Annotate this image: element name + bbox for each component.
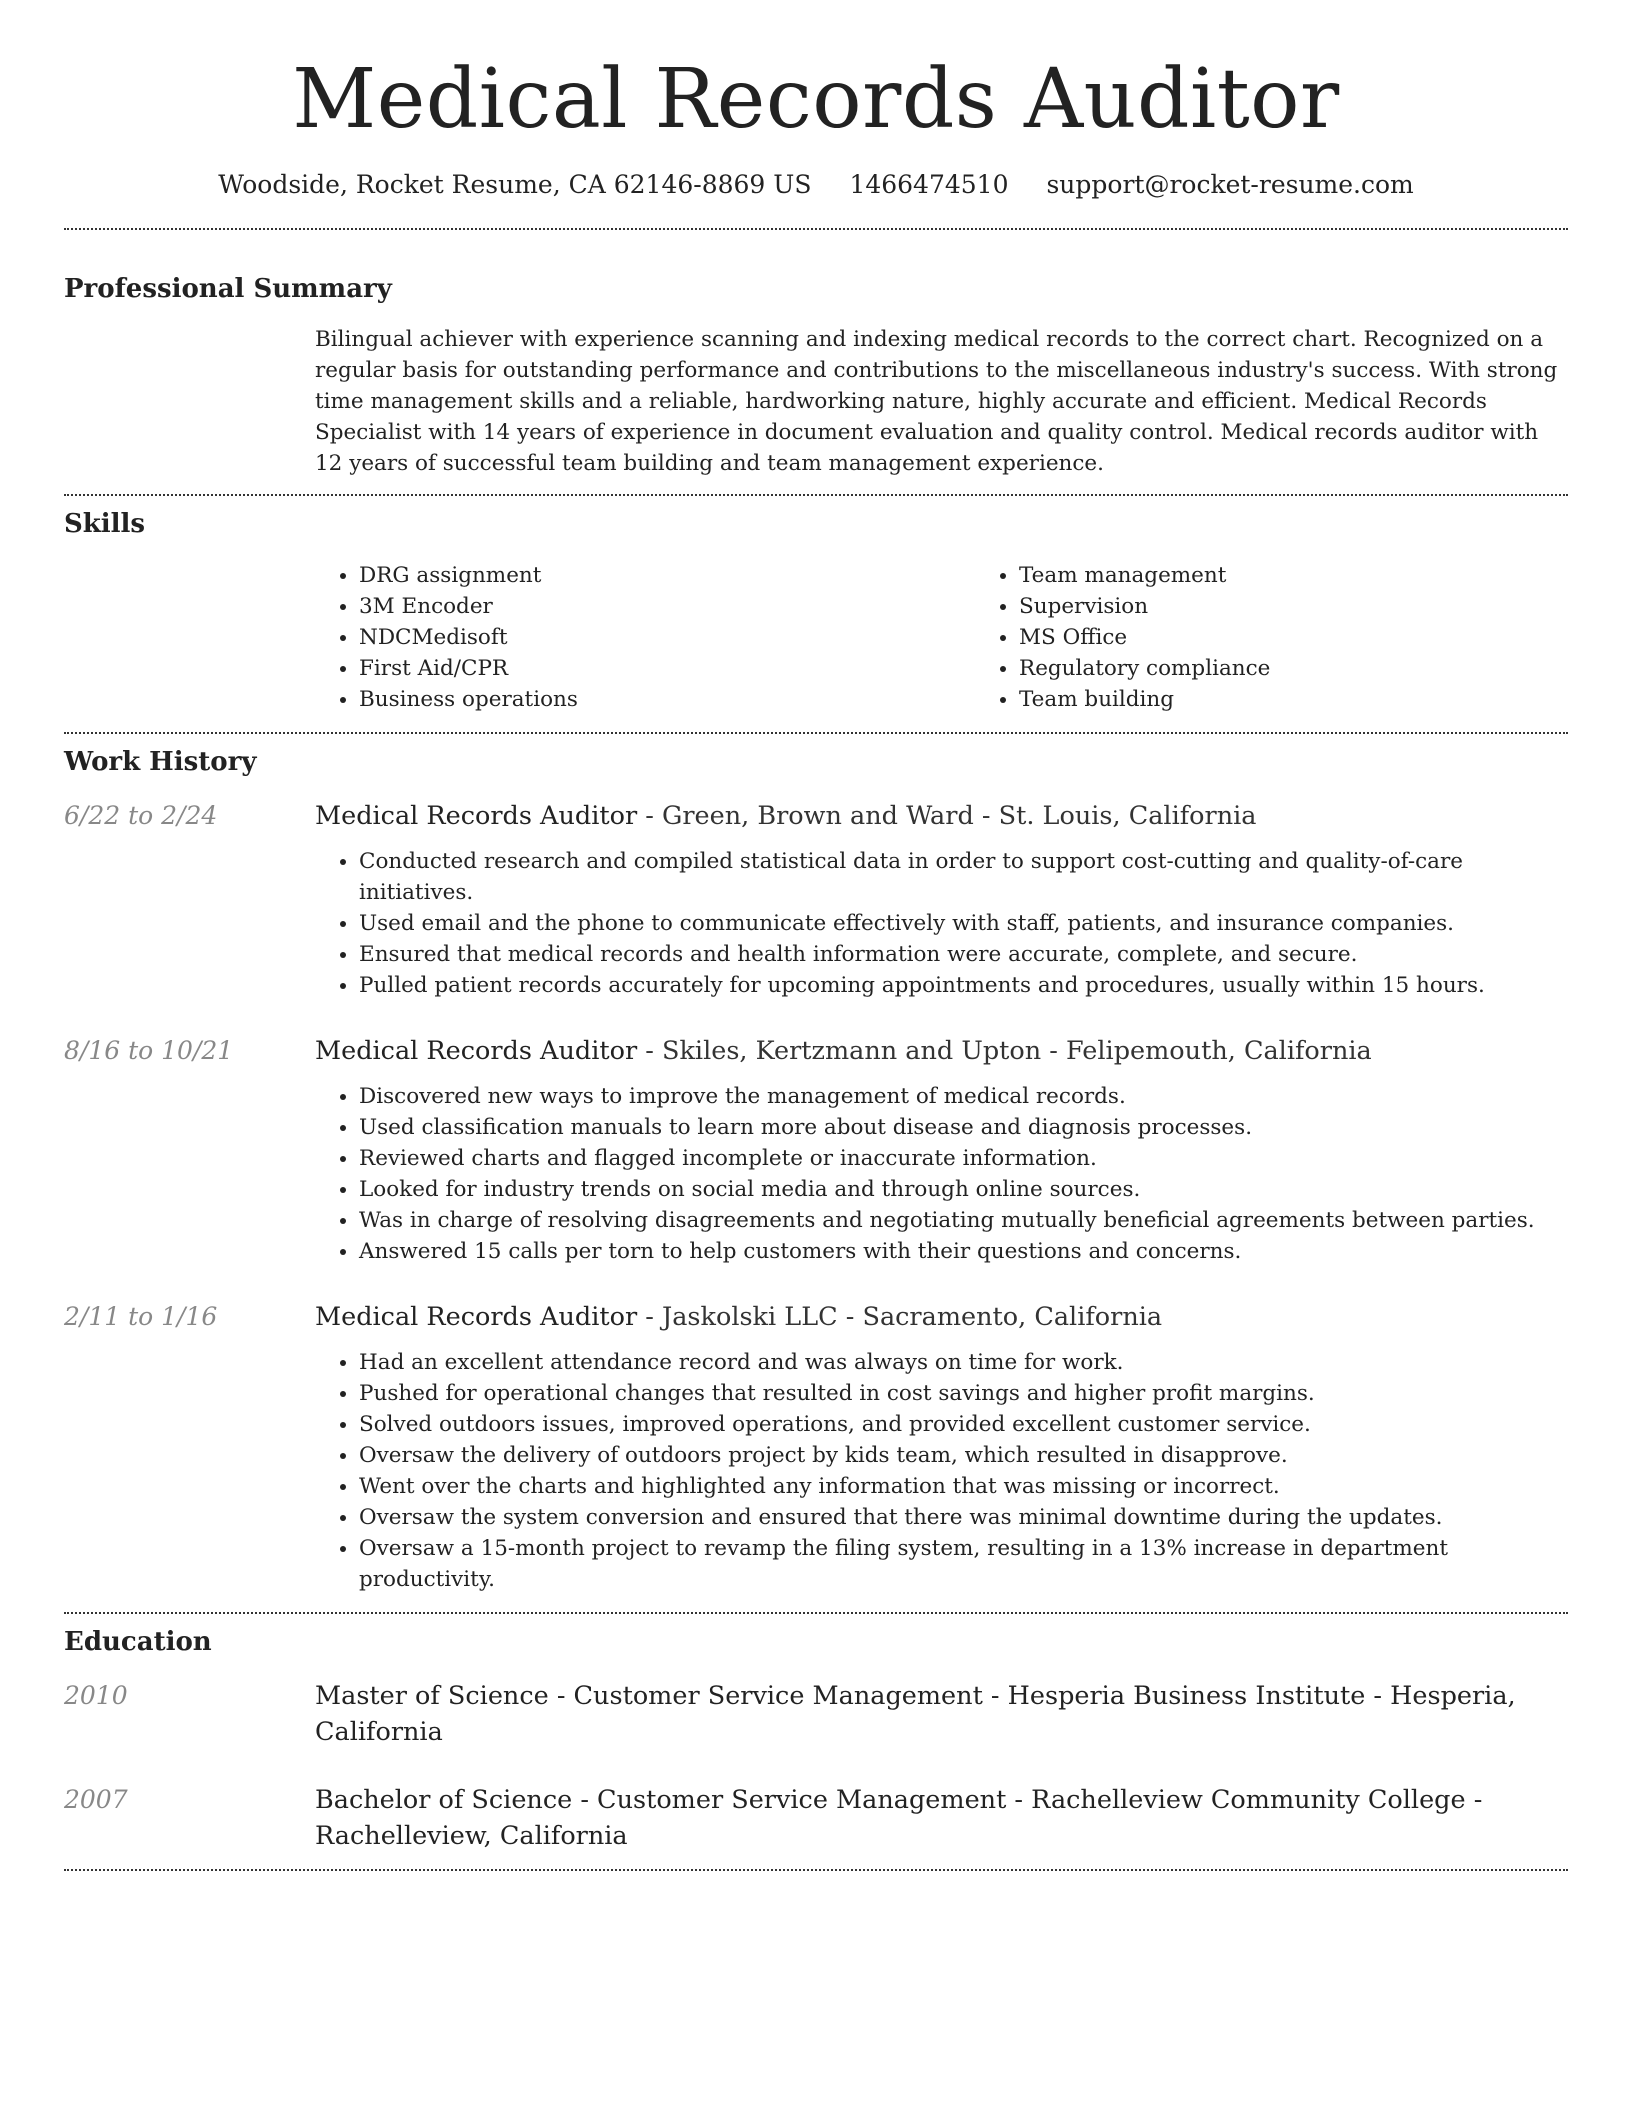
job-bullet: • Discovered new ways to improve the management of medical records. (359, 1081, 1568, 1112)
resume-header (64, 0, 1568, 202)
section-divider (64, 1612, 1568, 1614)
job-bullet: • Reviewed charts and flagged incomplete or inaccurate information. (359, 1143, 1568, 1174)
job-bullet: • Oversaw the delivery of outdoors project by kids team, which resulted in disapprove. (359, 1440, 1568, 1471)
job-employer: - Green, Brown and Ward - St. Louis, California (637, 801, 1257, 831)
education-title (315, 1678, 1568, 1750)
job-role: Medical Records Auditor (315, 801, 638, 831)
summary-text: Bilingual achiever with experience scanning and indexing medical records to the correct chart. Recognized on a regular basis for outstanding performance and contributions to the miscellaneous industry's success. With strong time management skills and a reliable, hardworking nature, highly accurate and efficient. Medical Records Specialist with 14 years of experience in document evaluation and quality control. Medical records auditor with 12 years of successful team building and team management experience. (315, 327, 1558, 476)
job-dates: 2/11 to 1/16 (64, 1302, 218, 1331)
education-institution: - Hesperia Business Institute - Hesperia, California (315, 1681, 1516, 1747)
education-entry (64, 1678, 1568, 1750)
section-divider (64, 494, 1568, 496)
education-entry (64, 1782, 1568, 1854)
skills-list-left (315, 560, 975, 715)
job-employer: - Jaskolski LLC - Sacramento, California (637, 1302, 1163, 1332)
job-dates: 8/16 to 10/21 (64, 1036, 234, 1065)
work-history-section (64, 745, 1568, 1595)
skill-item: • First Aid/CPR (359, 653, 975, 684)
job-title (315, 1299, 1568, 1335)
education-year: 2010 (64, 1681, 128, 1710)
job-bullet: • Had an excellent attendance record and was always on time for work. (359, 1347, 1568, 1378)
skill-item: • Business operations (359, 684, 975, 715)
summary-section (64, 272, 1568, 479)
skill-item: • DRG assignment (359, 560, 975, 591)
education-degree: Master of Science - Customer Service Management (315, 1681, 983, 1711)
job-bullet: • Went over the charts and highlighted any information that was missing or incorrect. (359, 1471, 1568, 1502)
contact-info (64, 168, 1568, 202)
job-bullet: • Answered 15 calls per torn to help customers with their questions and concerns. (359, 1236, 1568, 1267)
job-bullet: • Looked for industry trends on social media and through online sources. (359, 1174, 1568, 1205)
section-divider (64, 1869, 1568, 1871)
job-bullets (315, 846, 1568, 1001)
contact-address: Woodside, Rocket Resume, CA 62146-8869 US (218, 170, 812, 199)
section-divider (64, 732, 1568, 734)
education-title (315, 1782, 1568, 1854)
summary-heading: Professional Summary (64, 274, 392, 304)
job-bullet: • Was in charge of resolving disagreements and negotiating mutually beneficial agreements between parties. (359, 1205, 1568, 1236)
job-bullet: • Ensured that medical records and health information were accurate, complete, and secure. (359, 939, 1568, 970)
job-bullet: • Solved outdoors issues, improved operations, and provided excellent customer service. (359, 1409, 1568, 1440)
job-entry (64, 798, 1568, 1001)
skills-heading: Skills (64, 509, 146, 539)
job-title (315, 798, 1568, 834)
job-role: Medical Records Auditor (315, 1036, 638, 1066)
education-degree: Bachelor of Science - Customer Service Management (315, 1785, 1007, 1815)
education-section (64, 1625, 1568, 1854)
job-bullets (315, 1347, 1568, 1595)
skill-item: • MS Office (1019, 622, 1632, 653)
skill-item: • 3M Encoder (359, 591, 975, 622)
job-entry (64, 1299, 1568, 1595)
job-bullet: • Oversaw the system conversion and ensured that there was minimal downtime during the updates. (359, 1502, 1568, 1533)
contact-email: support@rocket-resume.com (1046, 170, 1414, 199)
skill-item: • NDCMedisoft (359, 622, 975, 653)
education-heading: Education (64, 1627, 212, 1657)
work-history-heading: Work History (64, 747, 257, 777)
job-dates: 6/22 to 2/24 (64, 801, 218, 830)
candidate-name: Medical Records Auditor (292, 52, 1340, 147)
section-divider (64, 228, 1568, 230)
job-entry (64, 1033, 1568, 1267)
job-role: Medical Records Auditor (315, 1302, 638, 1332)
skill-item: • Supervision (1019, 591, 1632, 622)
education-year: 2007 (64, 1785, 128, 1814)
job-bullets (315, 1081, 1568, 1267)
job-bullet: • Oversaw a 15-month project to revamp the filing system, resulting in a 13% increase in department productivity. (359, 1533, 1568, 1595)
skill-item: • Regulatory compliance (1019, 653, 1632, 684)
job-bullet: • Used email and the phone to communicate effectively with staff, patients, and insurance companies. (359, 908, 1568, 939)
job-bullet: • Conducted research and compiled statistical data in order to support cost-cutting and quality-of-care initiatives. (359, 846, 1568, 908)
education-institution: - Rachelleview Community College - Rachelleview, California (315, 1785, 1483, 1851)
skills-list-right (975, 560, 1632, 715)
skill-item: • Team building (1019, 684, 1632, 715)
contact-phone: 1466474510 (849, 170, 1009, 199)
job-bullet: • Used classification manuals to learn more about disease and diagnosis processes. (359, 1112, 1568, 1143)
job-title (315, 1033, 1568, 1069)
skill-item: • Team management (1019, 560, 1632, 591)
skills-section (64, 507, 1568, 715)
job-bullet: • Pushed for operational changes that resulted in cost savings and higher profit margins. (359, 1378, 1568, 1409)
job-employer: - Skiles, Kertzmann and Upton - Felipemouth, California (637, 1036, 1372, 1066)
job-bullet: • Pulled patient records accurately for upcoming appointments and procedures, usually within 15 hours. (359, 970, 1568, 1001)
